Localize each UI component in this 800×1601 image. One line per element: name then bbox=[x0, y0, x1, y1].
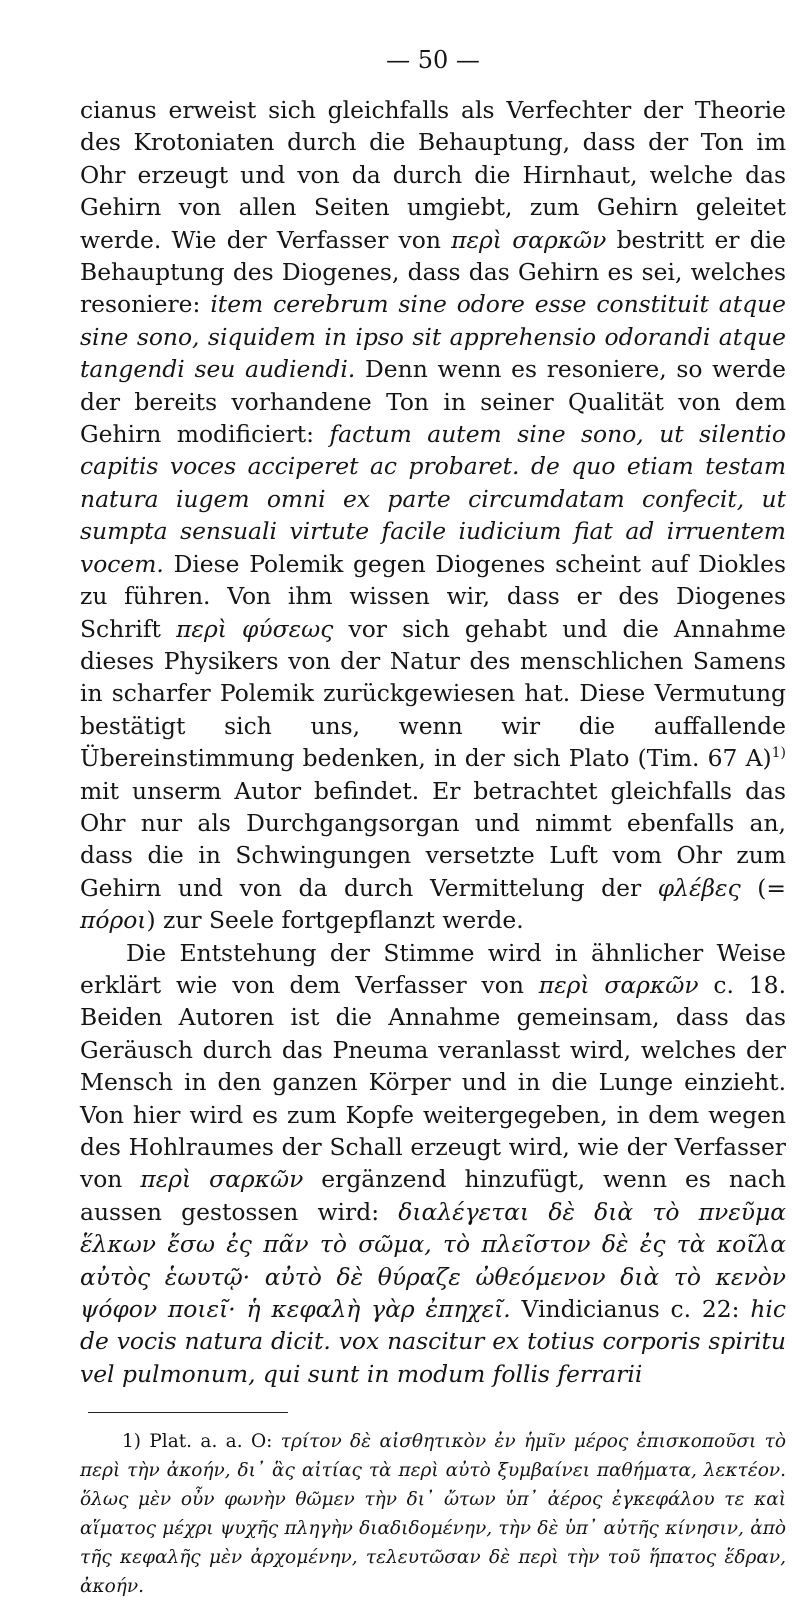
text-run: mit unserm Autor befindet. Er betrachtet gleichfalls das Ohr nur als Durchgangsorgan und nimmt ebenfalls an, dass die in Schwingungen versetzte Luft vom Ohr zum Gehirn und von da durch Vermittelung der bbox=[80, 776, 786, 902]
text-run: ) zur Seele fortgepflanzt werde. bbox=[146, 906, 524, 935]
text-run: Denn wenn es resoniere, so werde der bereits vorhandene Ton in seiner Qualität von dem Gehirn modificiert: bbox=[80, 355, 786, 449]
greek-term: πόροι bbox=[80, 906, 147, 935]
paragraph-1 bbox=[80, 94, 786, 937]
footnote-divider bbox=[88, 1412, 288, 1413]
text-run: vor sich gehabt und die Annahme dieses Physikers von der Natur des menschlichen Samens in scharfer Polemik zurückgewiesen hat. Diese Vermutung bestätigt sich uns, wenn wir die auffallende Übereinstimmung bedenken, in der sich Plato (Tim. 67 A) bbox=[80, 614, 787, 773]
text-run: ergänzend hinzufügt, wenn es nach aussen gestossen wird: bbox=[80, 1165, 786, 1226]
text-run: Die Entstehung der Stimme wird in ähnlicher Weise erklärt wie von dem Verfasser von bbox=[80, 938, 786, 999]
text-run: Diese Polemik gegen Diogenes scheint auf Diokles zu führen. Von ihm wissen wir, dass er des Diogenes Schrift bbox=[80, 549, 786, 643]
text-run: c. 18. Beiden Autoren ist die Annahme gemeinsam, dass das Geräusch durch das Pneuma veranlasst wird, welches der Mensch in den ganzen Körper und in die Lunge einzieht. Von hier wird es zum Kopfe weitergegeben, in dem wegen des Hohlraumes der Schall erzeugt wird, wie der Verfasser von bbox=[80, 970, 786, 1194]
page-number: — 50 — bbox=[386, 46, 480, 74]
greek-title: περὶ σαρκῶν bbox=[140, 1165, 304, 1194]
text-run: (= bbox=[740, 873, 786, 902]
latin-quote: item cerebrum sine odore esse constituit atque sine sono, siquidem in ipso sit apprehensio odorandi atque tangendi seu audiendi. bbox=[80, 290, 787, 384]
footnote-marker: 1) bbox=[771, 745, 786, 762]
main-text bbox=[80, 94, 786, 1390]
greek-title: περὶ σαρκῶν bbox=[451, 225, 607, 254]
greek-quote: διαλέγεται δὲ διὰ τὸ πνεῦμα ἕλκων ἔσω ἐς πᾶν τὸ σῶμα, τὸ πλεῖστον δὲ ἐς τὰ κοῖλα αὐτὸς ἑωυτῷ· αὐτὸ δὲ θύραζε ὠθεόμενον διὰ τὸ κενὸν ψόφον ποιεῖ· ἡ κεφαλὴ γὰρ ἐπηχεῖ. bbox=[80, 1197, 787, 1324]
greek-term: φλέβες bbox=[657, 873, 741, 902]
text-run: bestritt er die Behauptung des Diogenes, dass das Gehirn es sei, welches resoniere: bbox=[80, 225, 787, 319]
text-run: Vindicianus c. 22: bbox=[510, 1295, 751, 1324]
greek-quote: τρίτον δὲ αἰσθητικὸν ἐν ἡμῖν μέρος ἐπισκοποῦσι τὸ περὶ τὴν ἀκοήν, δι᾽ ἃς αἰτίας τὰ περὶ αὐτὸ ξυμβαίνει παθήματα, λεκτέον. ὅλως μὲν οὖν φωνὴν θῶμεν τὴν δι᾽ ὤτων ὑπ᾽ ἀέρος ἐγκεφάλου τε καὶ αἵματος μέχρι ψυχῆς πληγὴν διαδιδομένην, τὴν δὲ ὑπ᾽ αὐτῆς κίνησιν, ἀπὸ τῆς κεφαλῆς μὲν ἀρχομένην, τελευτῶσαν δὲ περὶ τὴν τοῦ ἥπατος ἕδραν, ἀκοήν. bbox=[80, 1431, 786, 1598]
paragraph-2 bbox=[80, 937, 786, 1391]
latin-quote: hic de vocis natura dicit. vox nascitur ex totius corporis spiritu vel pulmonum, qui sunt in modum follis ferrarii bbox=[80, 1295, 787, 1388]
footnote-1 bbox=[80, 1427, 786, 1601]
footnote-label: 1) Plat. a. a. O: bbox=[122, 1431, 281, 1453]
text-run: cianus erweist sich gleichfalls als Verfechter der Theorie des Krotoniaten durch die Behauptung, dass der Ton im Ohr erzeugt und von da durch die Hirnhaut, welche das Gehirn von allen Seiten umgiebt, zum Gehirn geleitet werde. Wie der Verfasser von bbox=[80, 96, 786, 254]
greek-title: περὶ σαρκῶν bbox=[538, 970, 699, 999]
latin-quote: factum autem sine sono, ut silentio capitis voces acciperet ac probaret. de quo etiam testam natura iugem omni ex parte circumdatam confecit, ut sumpta sensuali virtute facile iudicium fiat ad irruentem vocem. bbox=[80, 420, 786, 578]
greek-title: περὶ φύσεως bbox=[176, 614, 334, 643]
